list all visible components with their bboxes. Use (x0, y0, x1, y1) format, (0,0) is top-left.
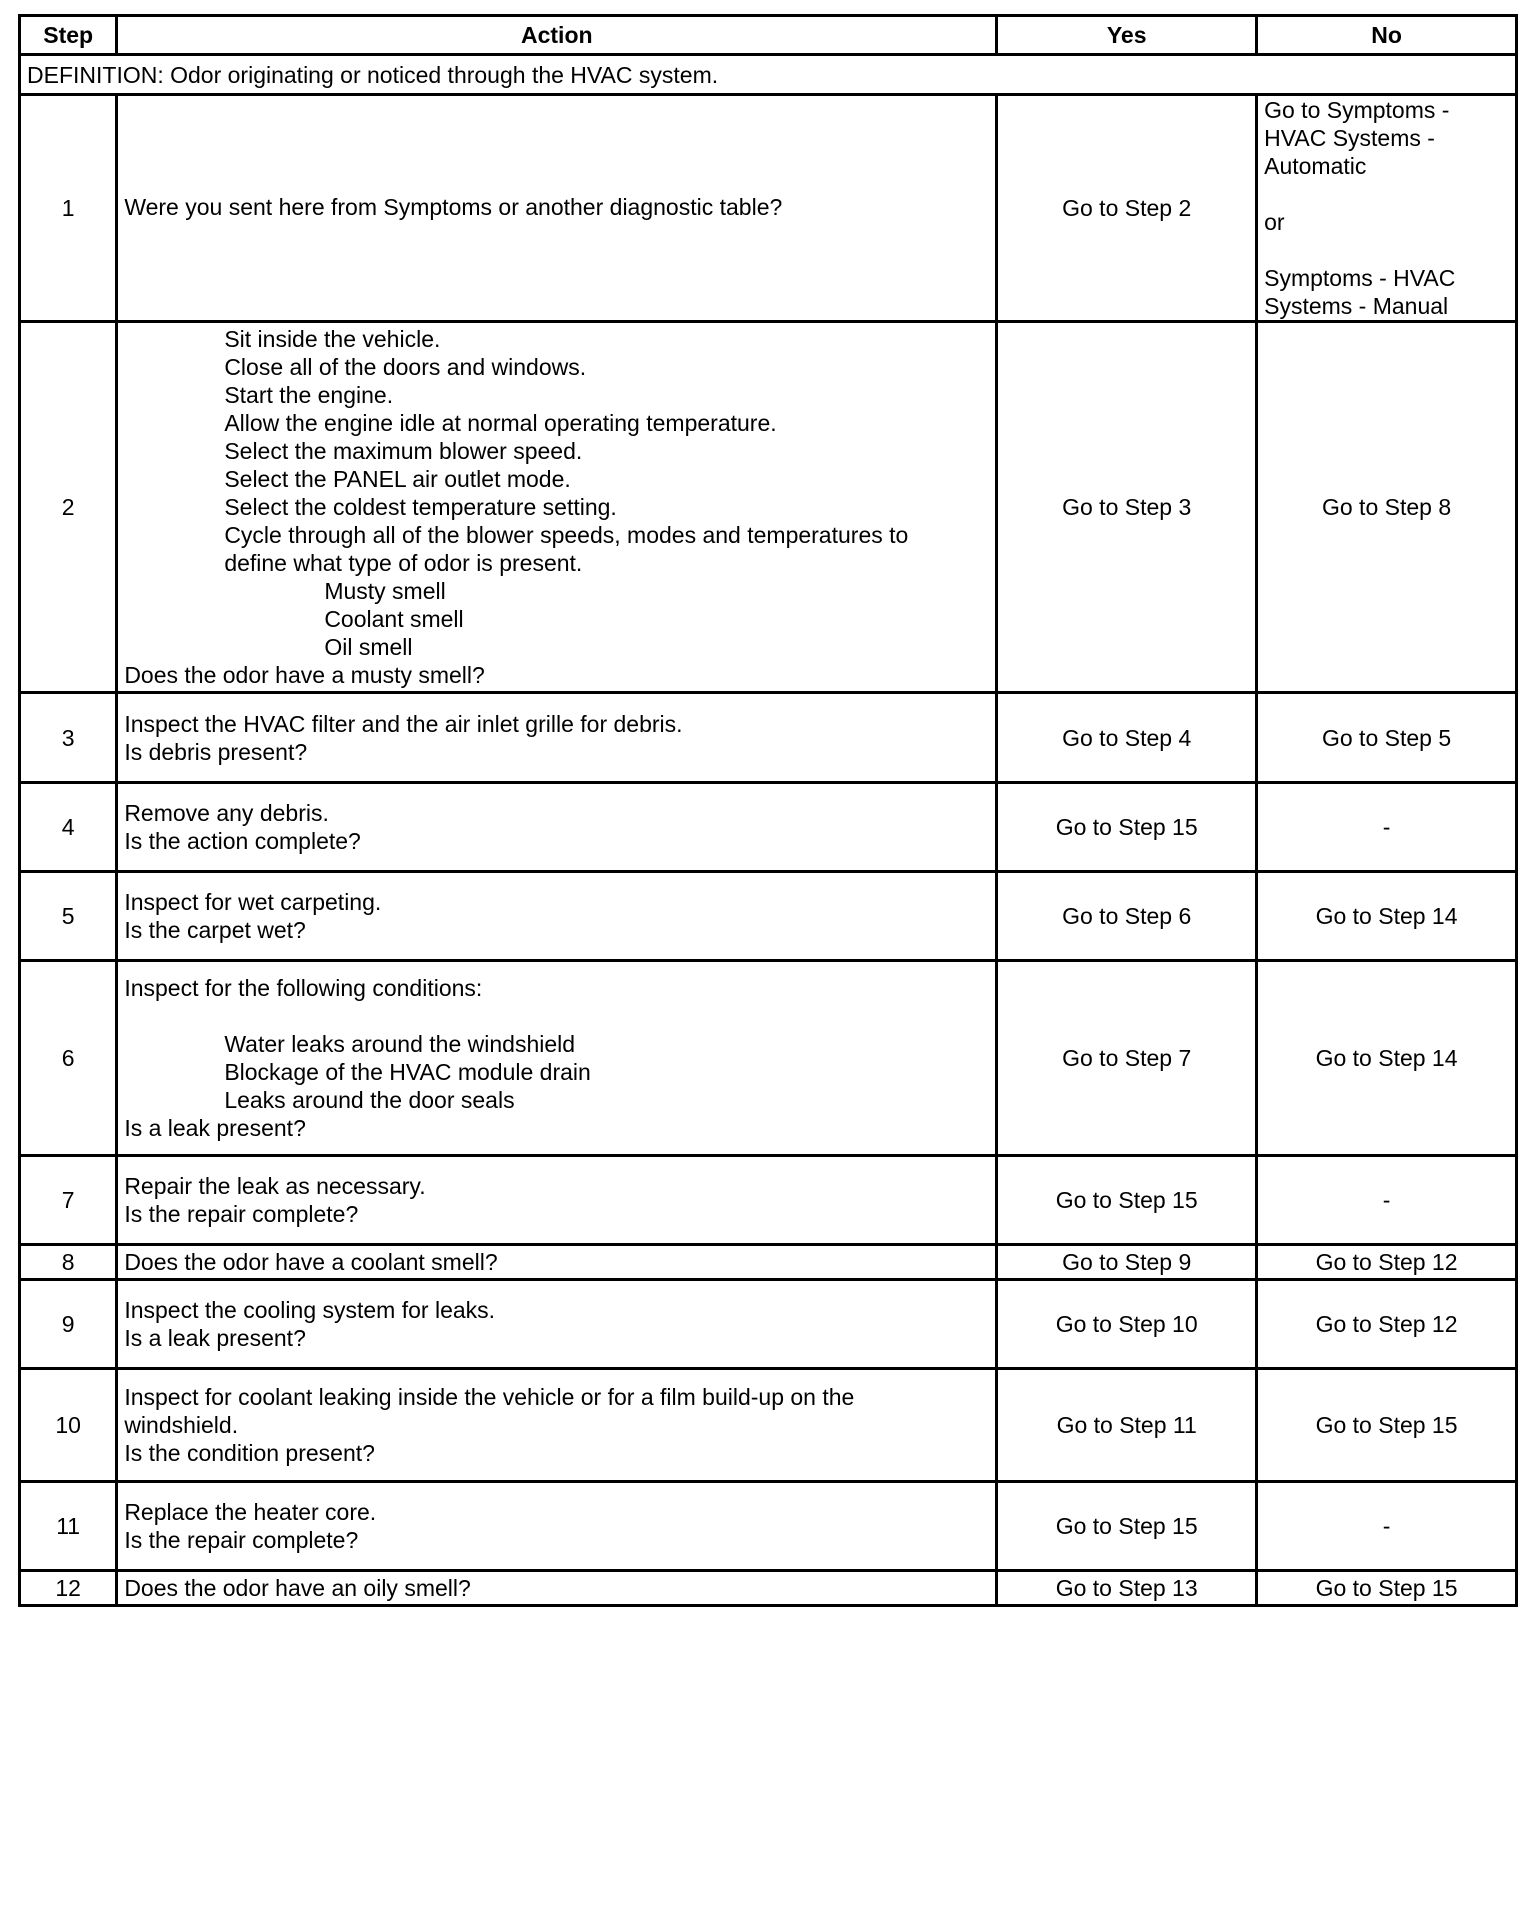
table-row (20, 95, 1517, 322)
no-cell: Go to Step 15 (1257, 1369, 1517, 1482)
no-text: Go to Symptoms - HVAC Systems - Automatic (1264, 97, 1450, 179)
action-question: Does the odor have an oily smell? (117, 1571, 997, 1606)
table-row (20, 1280, 1517, 1369)
yes-cell: Go to Step 4 (997, 693, 1257, 783)
yes-cell: Go to Step 10 (997, 1280, 1257, 1369)
yes-cell: Go to Step 2 (997, 95, 1257, 322)
yes-cell: Go to Step 15 (997, 783, 1257, 872)
action-question: Does the odor have a musty smell? (124, 662, 485, 688)
action-line: Inspect for wet carpeting. (124, 889, 382, 915)
yes-cell: Go to Step 15 (997, 1482, 1257, 1571)
no-cell: Go to Step 14 (1257, 872, 1517, 961)
step-number: 6 (20, 961, 117, 1156)
table-row (20, 1571, 1517, 1606)
action-line: Leaks around the door seals (224, 1087, 515, 1113)
action-line: windshield. (124, 1412, 239, 1438)
step-number: 5 (20, 872, 117, 961)
yes-cell: Go to Step 3 (997, 322, 1257, 693)
action-question: Is the repair complete? (124, 1201, 359, 1227)
header-no: No (1257, 16, 1517, 55)
step-number: 2 (20, 322, 117, 693)
action-line: Repair the leak as necessary. (124, 1173, 426, 1199)
action-question: Is the repair complete? (124, 1527, 359, 1553)
action-cell (117, 783, 997, 872)
step-number: 9 (20, 1280, 117, 1369)
step-number: 1 (20, 95, 117, 322)
step-number: 10 (20, 1369, 117, 1482)
action-line: Blockage of the HVAC module drain (224, 1059, 591, 1085)
action-line (124, 1002, 989, 1030)
no-cell (1257, 95, 1517, 322)
step-number: 7 (20, 1156, 117, 1245)
table-row (20, 872, 1517, 961)
action-line: Select the PANEL air outlet mode. (224, 466, 571, 492)
no-cell: Go to Step 12 (1257, 1245, 1517, 1280)
yes-cell: Go to Step 13 (997, 1571, 1257, 1606)
no-text: or (1264, 209, 1285, 235)
yes-cell: Go to Step 9 (997, 1245, 1257, 1280)
table-row (20, 1482, 1517, 1571)
action-line: Select the coldest temperature setting. (224, 494, 617, 520)
action-line: Select the maximum blower speed. (224, 438, 583, 464)
action-cell (117, 961, 997, 1156)
action-line: Close all of the doors and windows. (224, 354, 587, 380)
action-cell (117, 1280, 997, 1369)
action-line: Musty smell (324, 578, 446, 604)
action-question: Is a leak present? (124, 1325, 306, 1351)
no-cell: - (1257, 1156, 1517, 1245)
no-cell: Go to Step 15 (1257, 1571, 1517, 1606)
action-cell (117, 322, 997, 693)
action-cell (117, 1482, 997, 1571)
action-question: Is debris present? (124, 738, 308, 765)
step-number: 3 (20, 693, 117, 783)
step-number: 11 (20, 1482, 117, 1571)
no-cell: - (1257, 783, 1517, 872)
header-yes: Yes (997, 16, 1257, 55)
step-number: 12 (20, 1571, 117, 1606)
action-line: Allow the engine idle at normal operating temperature. (224, 410, 777, 436)
action-line: Sit inside the vehicle. (224, 326, 441, 352)
action-line: Remove any debris. (124, 800, 329, 826)
header-step: Step (20, 16, 117, 55)
no-cell: Go to Step 5 (1257, 693, 1517, 783)
action-line: Inspect for the following conditions: (124, 975, 483, 1001)
table-row (20, 783, 1517, 872)
action-question: Is a leak present? (124, 1115, 306, 1141)
action-line: define what type of odor is present. (224, 550, 583, 576)
action-line: Oil smell (324, 634, 413, 660)
action-question: Were you sent here from Symptoms or another diagnostic table? (124, 194, 783, 220)
yes-cell: Go to Step 11 (997, 1369, 1257, 1482)
table-row (20, 1156, 1517, 1245)
table-row (20, 693, 1517, 783)
definition-text: DEFINITION: Odor originating or noticed through the HVAC system. (20, 55, 1517, 95)
action-cell (117, 693, 997, 783)
no-text: Symptoms - HVAC Systems - Manual (1264, 265, 1456, 319)
action-line: Replace the heater core. (124, 1499, 377, 1525)
action-line: Inspect for coolant leaking inside the vehicle or for a film build-up on the (124, 1384, 855, 1410)
action-question: Is the action complete? (124, 828, 361, 854)
table-row (20, 1369, 1517, 1482)
table-row (20, 961, 1517, 1156)
action-line: Inspect the cooling system for leaks. (124, 1297, 496, 1323)
action-cell (117, 872, 997, 961)
step-number: 4 (20, 783, 117, 872)
action-cell (117, 1369, 997, 1482)
action-question: Is the condition present? (124, 1440, 375, 1466)
definition-row (20, 55, 1517, 95)
action-line: Water leaks around the windshield (224, 1031, 576, 1057)
action-cell (117, 95, 997, 322)
no-cell: - (1257, 1482, 1517, 1571)
action-line: Start the engine. (224, 382, 394, 408)
yes-cell: Go to Step 15 (997, 1156, 1257, 1245)
table-row (20, 322, 1517, 693)
diagnostic-table (18, 14, 1518, 1607)
no-cell: Go to Step 8 (1257, 322, 1517, 693)
no-cell: Go to Step 12 (1257, 1280, 1517, 1369)
table-row (20, 1245, 1517, 1280)
action-question: Is the carpet wet? (124, 917, 306, 943)
yes-cell: Go to Step 7 (997, 961, 1257, 1156)
header-row (20, 16, 1517, 55)
header-action: Action (117, 16, 997, 55)
yes-cell: Go to Step 6 (997, 872, 1257, 961)
step-number: 8 (20, 1245, 117, 1280)
action-line: Inspect the HVAC filter and the air inlet grille for debris. (124, 710, 683, 737)
action-line: Cycle through all of the blower speeds, modes and temperatures to (224, 522, 909, 548)
action-line: Coolant smell (324, 606, 464, 632)
action-cell (117, 1156, 997, 1245)
action-question: Does the odor have a coolant smell? (117, 1245, 997, 1280)
no-cell: Go to Step 14 (1257, 961, 1517, 1156)
